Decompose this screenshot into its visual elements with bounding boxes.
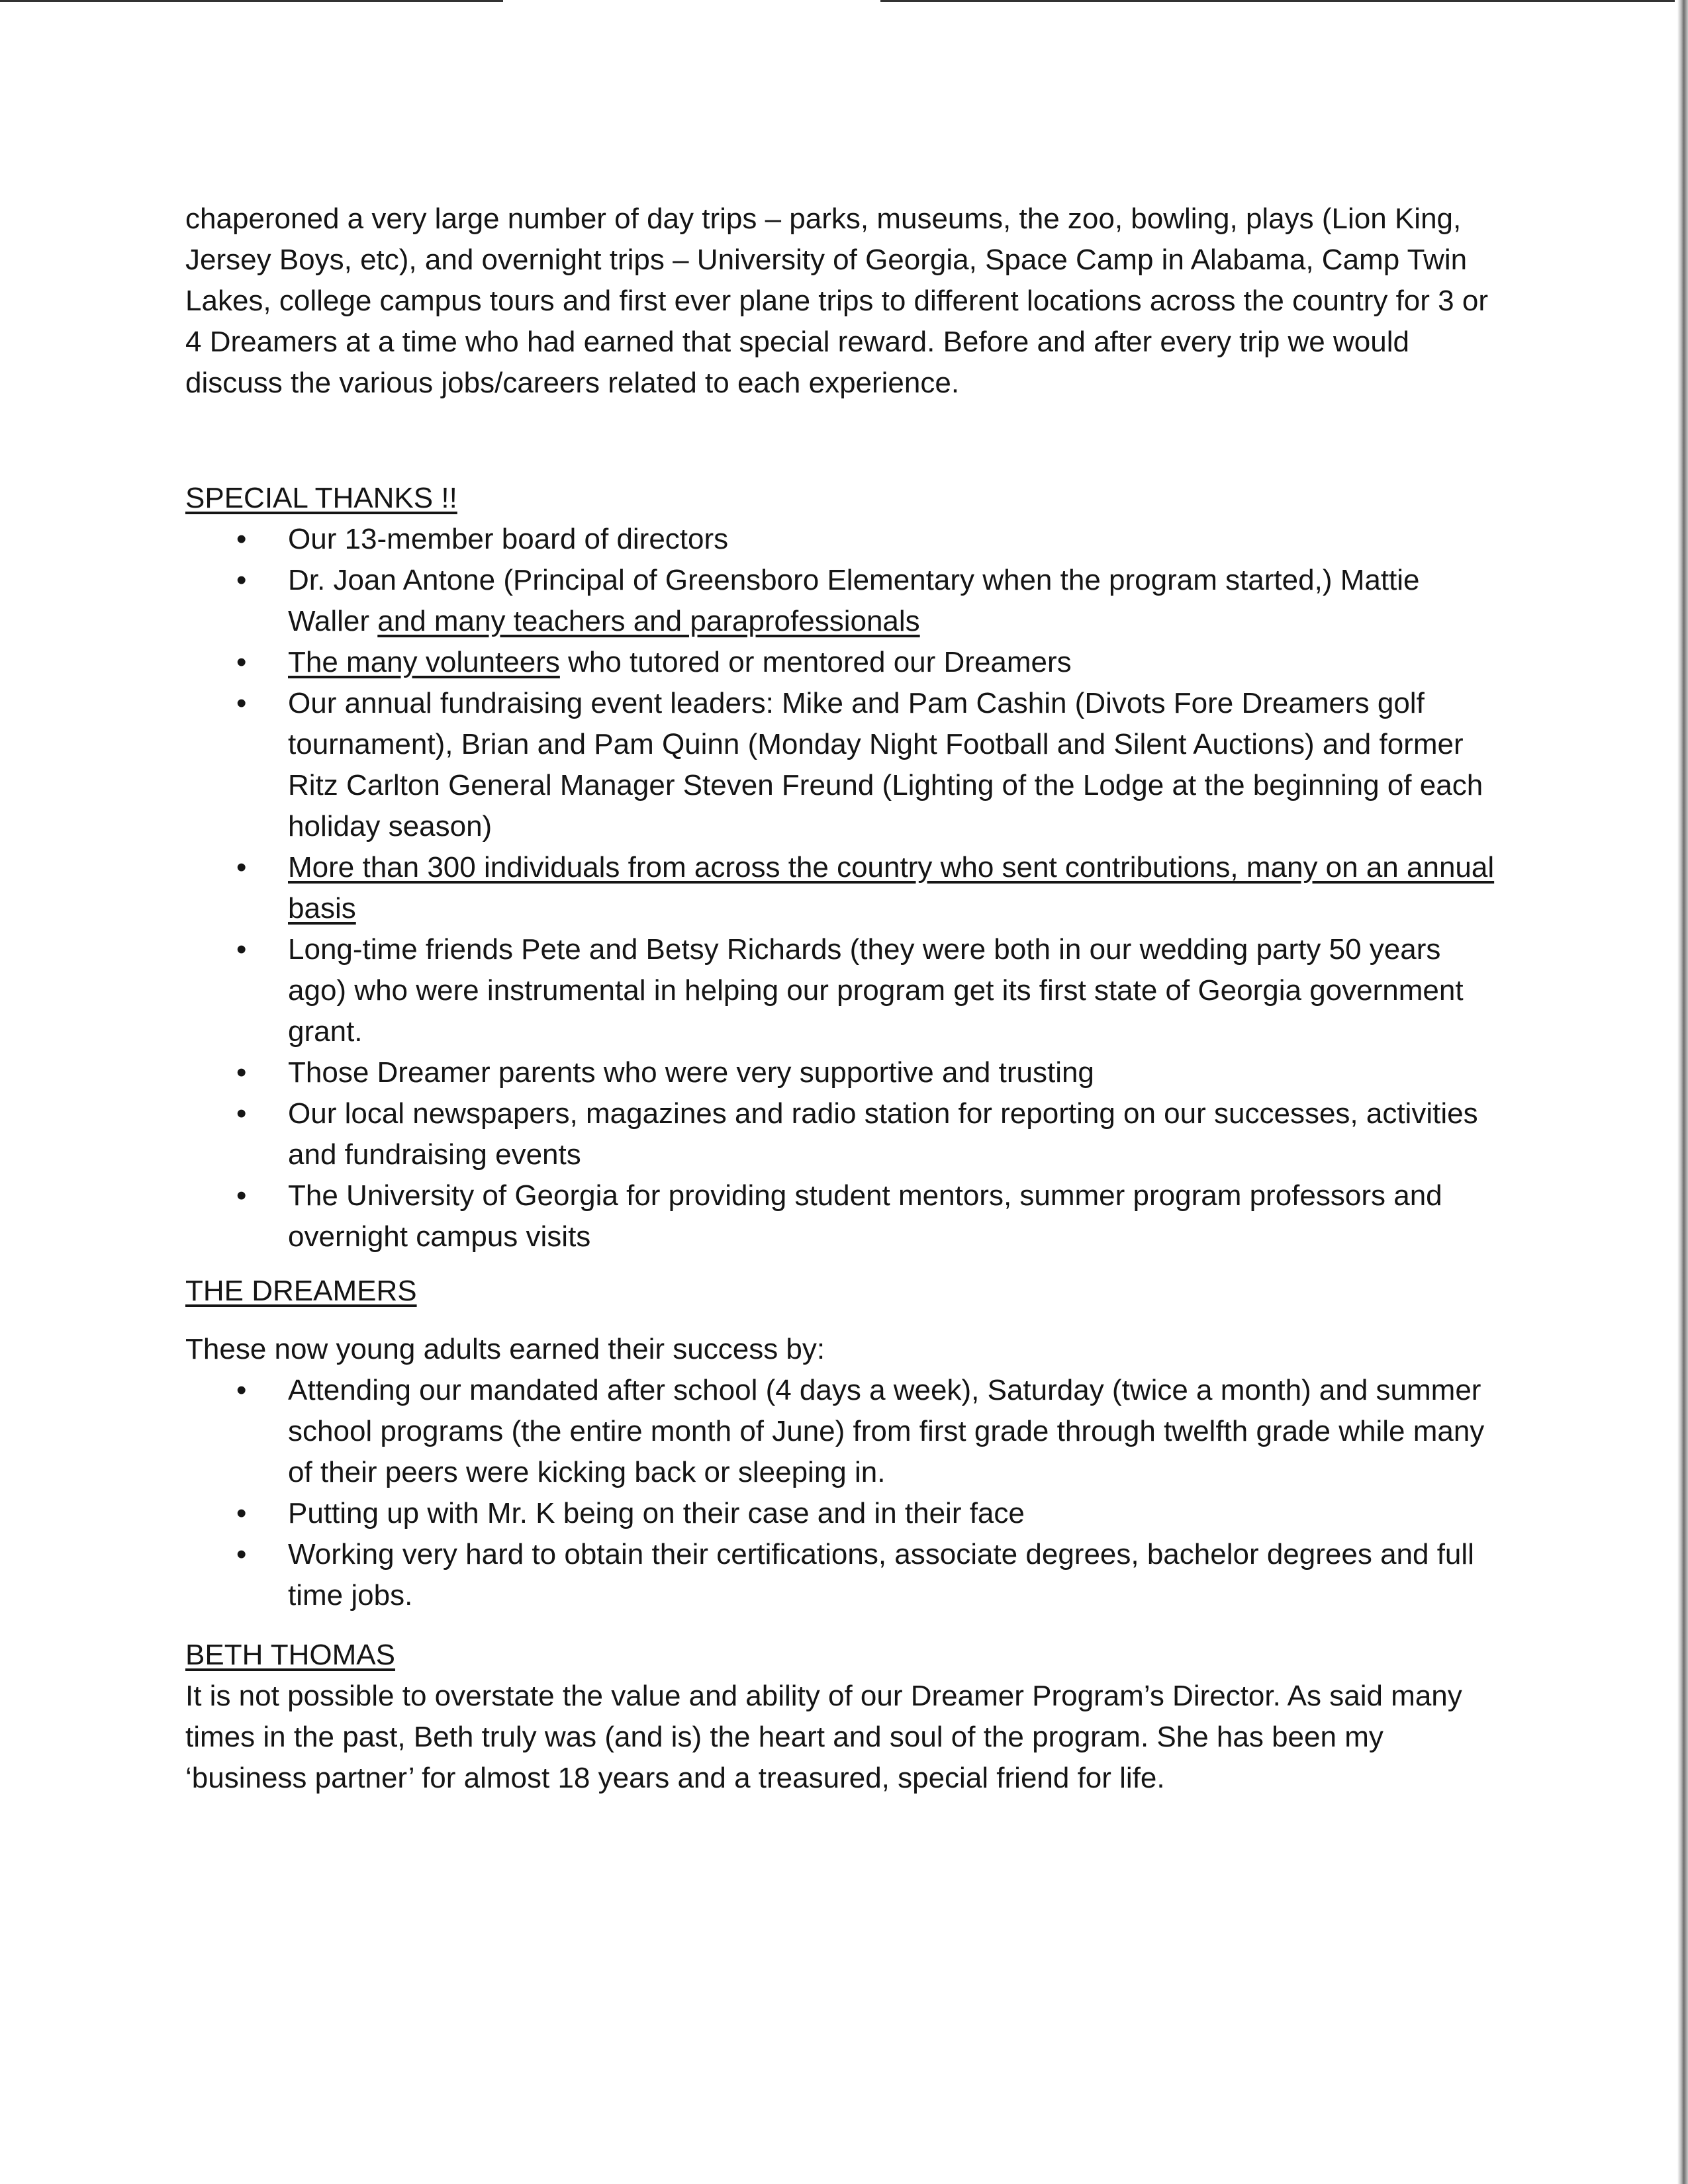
beth-thomas-heading: BETH THOMAS [185,1639,396,1671]
list-item: • Those Dreamer parents who were very supportive and trusting [185,1052,1496,1093]
list-item: • Working very hard to obtain their certifications, associate degrees, bachelor degrees and full time jobs. [185,1534,1496,1616]
beth-thomas-paragraph: It is not possible to overstate the value and ability of our Dreamer Program’s Director. As said many times in the past, Beth truly was (and is) the heart and soul of the program. She has been my ‘business partner’ for almost 18 years and a treasured, special friend for life. [185,1680,1462,1794]
dreamers-list [185,1370,1496,1616]
list-item: • Putting up with Mr. K being on their case and in their face [185,1493,1496,1534]
scan-border-top-right [880,0,1675,2]
dreamers-intro: These now young adults earned their success by: [185,1333,825,1365]
list-item: • Our 13-member board of directors [185,519,1496,560]
list-item: • Long-time friends Pete and Betsy Richards (they were both in our wedding party 50 years ago) who were instrumental in helping our program get its first state of Georgia government grant. [185,929,1496,1052]
list-item: • More than 300 individuals from across the country who sent contributions, many on an annual basis [185,847,1496,929]
list-item: • Dr. Joan Antone (Principal of Greensboro Elementary when the program started,) Mattie Waller and many teachers and paraprofessionals [185,560,1496,642]
scan-border-top-left [0,0,503,2]
list-item: • Our local newspapers, magazines and radio station for reporting on our successes, activities and fundraising events [185,1093,1496,1175]
special-thanks-list [185,519,1496,1257]
list-item: • The many volunteers who tutored or mentored our Dreamers [185,642,1496,683]
list-item: • Our annual fundraising event leaders: Mike and Pam Cashin (Divots Fore Dreamers golf tournament), Brian and Pam Quinn (Monday Night Football and Silent Auctions) and former Ritz Carlton General Manager Steven Freund (Lighting of the Lodge at the beginning of each holiday season) [185,683,1496,847]
dreamers-heading: THE DREAMERS [185,1275,417,1307]
scan-edge-right [1677,0,1688,2184]
list-item: • Attending our mandated after school (4 days a week), Saturday (twice a month) and summer school programs (the entire month of June) from first grade through twelfth grade while many of their peers were kicking back or sleeping in. [185,1370,1496,1493]
special-thanks-heading: SPECIAL THANKS !! [185,482,457,514]
list-item: • The University of Georgia for providing student mentors, summer program professors and overnight campus visits [185,1175,1496,1257]
intro-paragraph: chaperoned a very large number of day trips – parks, museums, the zoo, bowling, plays (Lion King, Jersey Boys, etc), and overnight trips – University of Georgia, Space Camp in Alabama, Camp Twin Lakes, college campus tours and first ever plane trips to different locations across the country for 3 or 4 Dreamers at a time who had earned that special reward. Before and after every trip we would discuss the various jobs/careers related to each experience. [185,203,1488,399]
document-page [185,199,1496,1799]
